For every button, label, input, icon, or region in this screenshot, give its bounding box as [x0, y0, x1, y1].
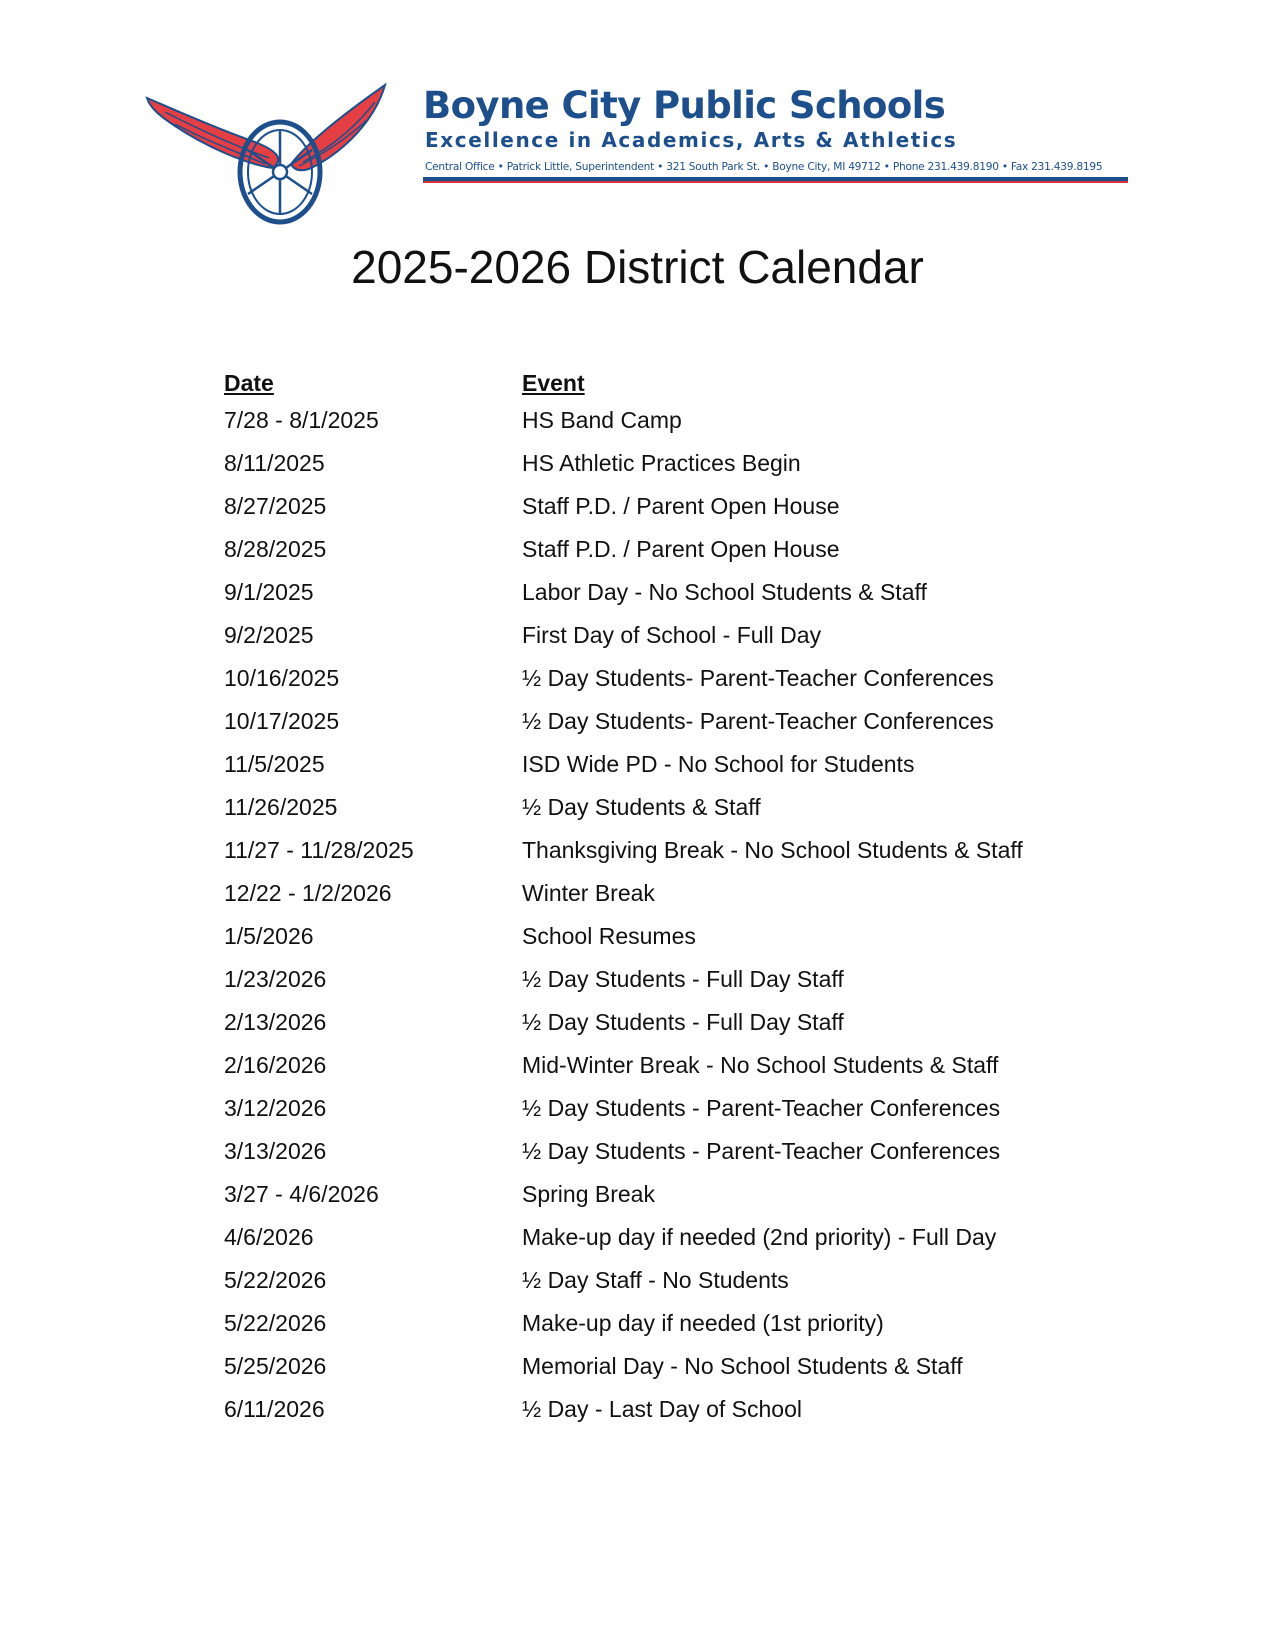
event-date: 11/26/2025 [224, 794, 338, 820]
event-date: 10/17/2025 [224, 708, 340, 734]
calendar-row [224, 1087, 1023, 1130]
calendar-row [224, 1001, 1023, 1044]
event-description: Staff P.D. / Parent Open House [522, 493, 840, 519]
event-date: 3/27 - 4/6/2026 [224, 1181, 379, 1207]
calendar-row [224, 485, 1023, 528]
calendar-row [224, 915, 1023, 958]
event-date: 3/13/2026 [224, 1138, 327, 1164]
event-date: 3/12/2026 [224, 1095, 327, 1121]
event-description: ½ Day Staff - No Students [522, 1267, 789, 1293]
event-description: Make-up day if needed (1st priority) [522, 1310, 884, 1336]
calendar-row [224, 1388, 1023, 1431]
event-description: ½ Day Students- Parent-Teacher Conferences [522, 708, 994, 734]
letterhead [145, 80, 1135, 235]
event-date: 8/27/2025 [224, 493, 327, 519]
event-date: 9/1/2025 [224, 579, 314, 605]
calendar-row [224, 1259, 1023, 1302]
event-description: HS Athletic Practices Begin [522, 450, 801, 476]
event-date: 5/22/2026 [224, 1267, 327, 1293]
calendar-row [224, 958, 1023, 1001]
event-description: Winter Break [522, 880, 655, 906]
event-date: 5/25/2026 [224, 1353, 327, 1379]
event-date: 5/22/2026 [224, 1310, 327, 1336]
event-description: Labor Day - No School Students & Staff [522, 579, 927, 605]
calendar-row [224, 571, 1023, 614]
event-description: ISD Wide PD - No School for Students [522, 751, 915, 777]
event-description: ½ Day - Last Day of School [522, 1396, 802, 1422]
event-description: ½ Day Students - Full Day Staff [522, 966, 844, 992]
event-date: 1/23/2026 [224, 966, 327, 992]
event-description: ½ Day Students - Full Day Staff [522, 1009, 844, 1035]
calendar-header-row [224, 367, 1023, 399]
event-description: Make-up day if needed (2nd priority) - Full Day [522, 1224, 997, 1250]
page-title: 2025-2026 District Calendar [351, 241, 924, 293]
calendar-row [224, 872, 1023, 915]
event-description: Spring Break [522, 1181, 655, 1207]
event-date: 11/5/2025 [224, 751, 325, 777]
calendar-row [224, 442, 1023, 485]
event-date: 8/28/2025 [224, 536, 327, 562]
event-description: Thanksgiving Break - No School Students & Staff [522, 837, 1023, 863]
calendar-row [224, 657, 1023, 700]
calendar-row [224, 1130, 1023, 1173]
event-date: 9/2/2025 [224, 622, 314, 648]
calendar-row [224, 1216, 1023, 1259]
event-date: 7/28 - 8/1/2025 [224, 407, 379, 433]
event-date: 6/11/2026 [224, 1396, 325, 1422]
event-description: Mid-Winter Break - No School Students & Staff [522, 1052, 999, 1078]
calendar-row [224, 1302, 1023, 1345]
event-date: 11/27 - 11/28/2025 [224, 837, 414, 863]
calendar-row [224, 528, 1023, 571]
calendar-row [224, 829, 1023, 872]
event-description: Staff P.D. / Parent Open House [522, 536, 840, 562]
event-description: ½ Day Students - Parent-Teacher Conferences [522, 1138, 1001, 1164]
calendar-row [224, 1044, 1023, 1087]
calendar-row [224, 786, 1023, 829]
event-date: 4/6/2026 [224, 1224, 314, 1250]
calendar-rows [224, 399, 1023, 1431]
event-date: 8/11/2025 [224, 450, 325, 476]
calendar-table [224, 367, 1023, 1431]
date-column-header: Date [224, 369, 274, 396]
org-name: Boyne City Public Schools [423, 84, 946, 127]
event-description: ½ Day Students & Staff [522, 794, 761, 820]
calendar-row [224, 743, 1023, 786]
calendar-row [224, 700, 1023, 743]
org-tagline: Excellence in Academics, Arts & Athletics [425, 128, 958, 152]
org-contact-line: Central Office • Patrick Little, Superintendent • 321 South Park St. • Boyne City, MI 49712 • Phone 231.439.8190 • Fax 231.439.8195 [425, 161, 1103, 173]
event-description: ½ Day Students - Parent-Teacher Conferences [522, 1095, 1001, 1121]
event-column-header: Event [522, 369, 585, 396]
event-date: 10/16/2025 [224, 665, 340, 691]
event-date: 2/16/2026 [224, 1052, 327, 1078]
calendar-row [224, 1345, 1023, 1388]
calendar-row [224, 1173, 1023, 1216]
event-description: ½ Day Students- Parent-Teacher Conferences [522, 665, 994, 691]
calendar-row [224, 399, 1023, 442]
event-date: 1/5/2026 [224, 923, 314, 949]
calendar-row [224, 614, 1023, 657]
event-date: 2/13/2026 [224, 1009, 327, 1035]
winged-wheel-icon [145, 80, 407, 230]
event-description: School Resumes [522, 923, 696, 949]
letterhead-rule-red [423, 181, 1128, 183]
event-date: 12/22 - 1/2/2026 [224, 880, 392, 906]
event-description: First Day of School - Full Day [522, 622, 822, 648]
event-description: HS Band Camp [522, 407, 682, 433]
event-description: Memorial Day - No School Students & Staff [522, 1353, 963, 1379]
